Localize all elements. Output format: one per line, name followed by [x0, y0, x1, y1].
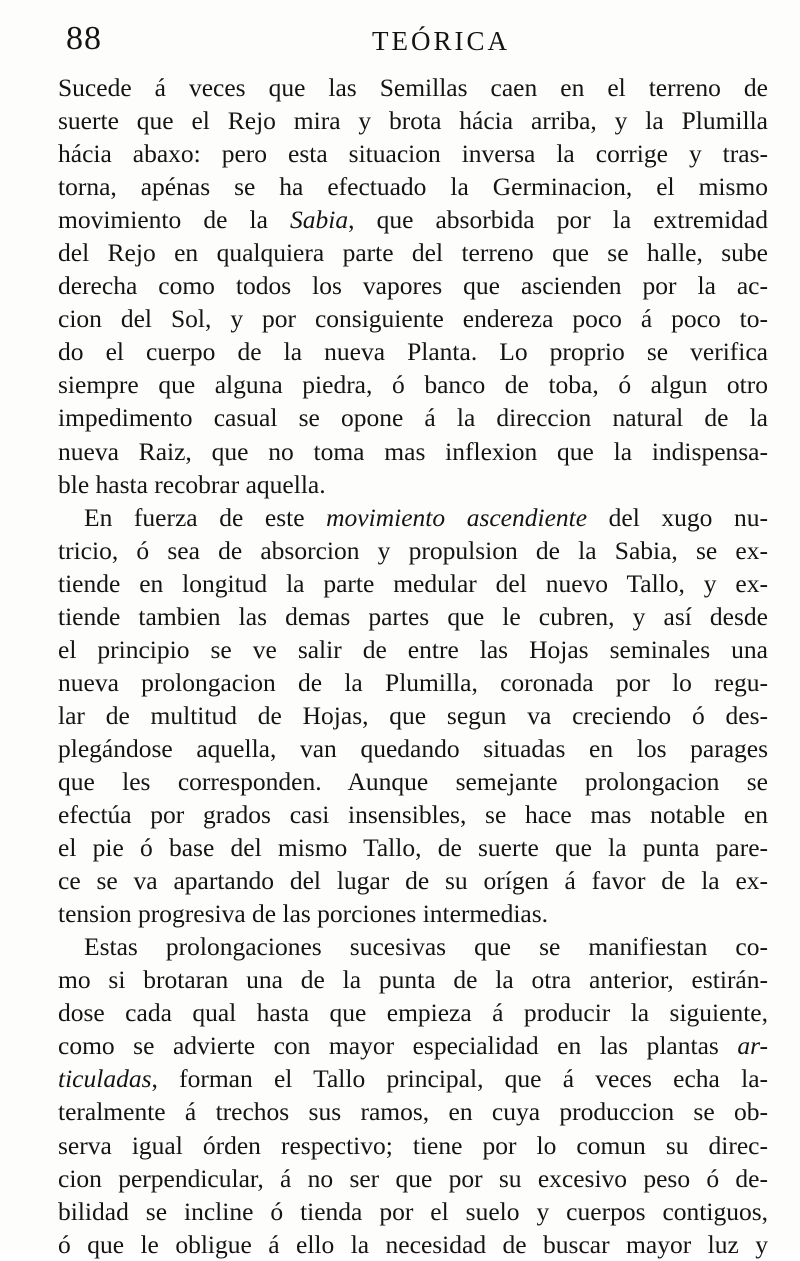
text-line: Estas prolongaciones sucesivas que se manifiestan co- [84, 932, 768, 962]
text-line: del Rejo en qualquiera parte del terreno que se halle, sube [58, 238, 768, 268]
text-fragment: del xugo nu- [587, 502, 768, 532]
text-line: ó que le obligue á ello la necesidad de buscar mayor luz y [58, 1229, 768, 1259]
text-line: lar de multitud de Hojas, que segun va creciendo ó des- [58, 700, 768, 730]
text-line: tiende tambien las demas partes que le cubren, y así desde [58, 601, 768, 631]
text-line: tiende en longitud la parte medular del nuevo Tallo, y ex- [58, 568, 768, 598]
text-fragment: , que absorbida por la extremidad [348, 205, 768, 235]
text-fragment: como se advierte con mayor especialidad en las plantas [58, 1031, 738, 1061]
text-line [58, 1029, 768, 1062]
text-line: el pie ó base del mismo Tallo, de suerte que la punta pare- [58, 833, 768, 863]
text-line: cion perpendicular, á no ser que por su excesivo peso ó de- [58, 1163, 768, 1193]
text-line: cion del Sol, y por consiguiente endereza poco á poco to- [58, 304, 768, 334]
text-line [58, 501, 768, 534]
text-line: serva igual órden respectivo; tiene por lo comun su direc- [58, 1130, 768, 1160]
text-line: tension progresiva de las porciones intermedias. [58, 899, 549, 929]
text-line: el principio se ve salir de entre las Hojas seminales una [58, 634, 768, 664]
text-line: dose cada qual hasta que empieza á producir la siguiente, [58, 998, 768, 1028]
text-line [58, 203, 768, 236]
text-line: mo si brotaran una de la punta de la otra anterior, estirán- [58, 965, 768, 995]
text-line: derecha como todos los vapores que ascienden por la ac- [58, 271, 768, 301]
page-number: 88 [66, 20, 102, 57]
text-line: suerte que el Rejo mira y brota hácia arriba, y la Plumilla [58, 106, 768, 136]
text-line: bilidad se incline ó tienda por el suelo y cuerpos contiguos, [58, 1196, 768, 1226]
text-line: Sucede á veces que las Semillas caen en el terreno de [58, 73, 768, 102]
text-line: que les corresponden. Aunque semejante prolongacion se [58, 766, 768, 796]
text-line: plegándose aquella, van quedando situadas en los parages [58, 733, 768, 763]
italic-term: Sabia [290, 205, 349, 235]
italic-term: movimiento ascendiente [326, 502, 588, 532]
text-line: tricio, ó sea de absorcion y propulsion de la Sabia, se ex- [58, 535, 768, 565]
page-header [60, 20, 800, 64]
text-line: nueva Raiz, que no toma mas inflexion que la indispensa- [58, 436, 768, 466]
text-line: torna, apénas se ha efectuado la Germinacion, el mismo [58, 172, 768, 202]
text-line: impedimento casual se opone á la direccion natural de la [58, 403, 768, 433]
text-line: efectúa por grados casi insensibles, se hace mas notable en [58, 800, 768, 830]
italic-term: ticuladas [58, 1064, 152, 1094]
text-line: do el cuerpo de la nueva Planta. Lo proprio se verifica [58, 337, 768, 367]
text-line [58, 1062, 768, 1095]
text-fragment: movimiento de la [58, 205, 290, 235]
text-line: teralmente á trechos sus ramos, en cuya produccion se ob- [58, 1097, 768, 1127]
text-line: nueva prolongacion de la Plumilla, coronada por lo regu- [58, 667, 768, 697]
italic-term: ar- [737, 1031, 768, 1061]
text-line: ble hasta recobrar aquella. [58, 469, 326, 499]
text-fragment: En fuerza de este [84, 502, 327, 532]
text-line: siempre que alguna piedra, ó banco de toba, ó algun otro [58, 370, 768, 400]
text-line: hácia abaxo: pero esta situacion inversa la corrige y tras- [58, 139, 768, 169]
text-fragment: , forman el Tallo principal, que á veces echa la- [151, 1064, 768, 1094]
body-text [58, 71, 768, 1261]
text-line: ce se va apartando del lugar de su orígen á favor de la ex- [58, 866, 768, 896]
running-head: TEÓRICA [372, 26, 510, 56]
